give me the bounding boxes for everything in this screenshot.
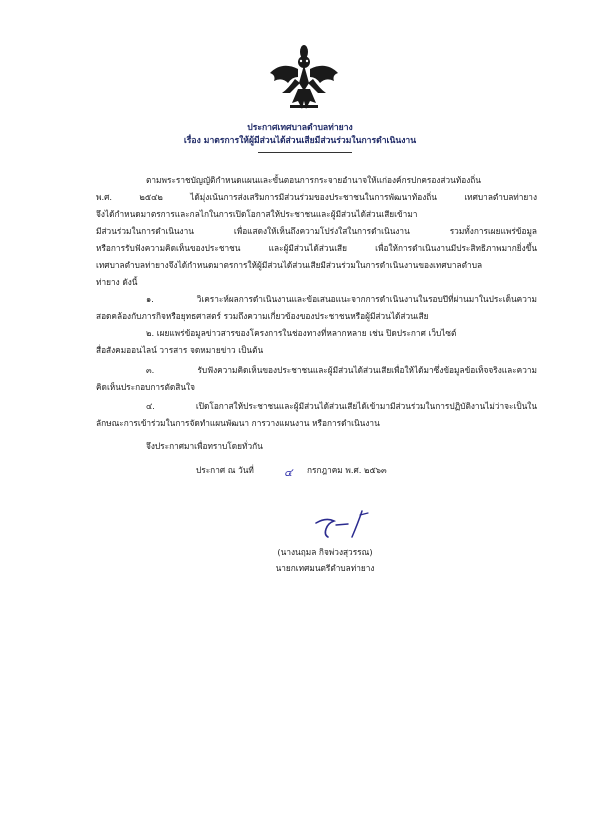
intro-line: มีส่วนร่วมในการดำเนินงาน เพื่อแสดงให้เห็นถึงความโปร่งใสในการดำเนินงาน รวมทั้งการเผยแพร่ข้อมูล [96,226,537,236]
intro-line: หรือการรับฟังความคิดเห็นของประชาชน และผู้มีส่วนได้ส่วนเสีย เพื่อให้การดำเนินงานมีประสิทธิภาพมากยิ่งขึ้น [96,243,537,253]
announcement-title: ประกาศเทศบาลตำบลท่ายาง [247,123,353,133]
intro-line: พ.ศ. ๒๕๔๒ ได้มุ่งเน้นการส่งเสริมการมีส่วนร่วมของประชาชนในการพัฒนาท้องถิ่น เทศบาลตำบลท่ายาง [96,192,537,202]
announce-month-year: กรกฎาคม พ.ศ. ๒๕๖๓ [307,465,387,475]
signatory-position: นายกเทศมนตรีตำบลท่ายาง [275,563,375,573]
measure-2-cont: สื่อสังคมออนไลน์ วารสาร จดหมายข่าว เป็นต้น [96,345,264,355]
intro-line: เทศบาลตำบลท่ายางจึงได้กำหนดมาตรการให้ผู้มีส่วนได้ส่วนเสียมีส่วนร่วมในการดำเนินงานของเทศบาลตำบล [96,260,483,270]
intro-line: ตามพระราชบัญญัติกำหนดแผนและขั้นตอนการกระจายอำนาจให้แก่องค์กรปกครองส่วนท้องถิ่น [146,175,481,185]
measure-4: ๔. เปิดโอกาสให้ประชาชนและผู้มีส่วนได้ส่วนเสียได้เข้ามามีส่วนร่วมในการปฏิบัติงานไม่ว่าจะเป็นใน [146,401,537,411]
handwritten-day: ๔ [284,466,293,479]
announce-date-prefix: ประกาศ ณ วันที่ [196,465,254,475]
garuda-emblem-icon [268,43,340,113]
closing-text: จึงประกาศมาเพื่อทราบโดยทั่วกัน [146,441,263,451]
signature-icon [312,509,378,541]
measure-1: ๑. วิเคราะห์ผลการดำเนินงานและข้อเสนอแนะจากการดำเนินงานในรอบปีที่ผ่านมาในประเด็นความ [146,294,537,304]
measure-1-cont: สอดคล้องกับภารกิจหรือยุทธศาสตร์ รวมถึงความเกี่ยวข้องของประชาชนหรือผู้มีส่วนได้ส่วนเสีย [96,311,429,321]
measure-3-cont: คิดเห็นประกอบการตัดสินใจ [96,382,195,392]
title-divider [258,152,352,153]
measure-3: ๓. รับฟังความคิดเห็นของประชาชนและผู้มีส่วนได้ส่วนเสียเพื่อให้ได้มาซึ่งข้อมูลข้อเท็จจริงและความ [146,365,537,375]
signatory-name: (นางนฤมล กิจพ่วงสุวรรณ) [277,547,373,557]
intro-line: จึงได้กำหนดมาตรการและกลไกในการเปิดโอกาสให้ประชาชนและผู้มีส่วนได้ส่วนเสียเข้ามา [96,209,418,219]
measure-2: ๒. เผยแพร่ข้อมูลข่าวสารของโครงการในช่องทางที่หลากหลาย เช่น ปิดประกาศ เว็บไซต์ [146,328,457,338]
announcement-subject: เรื่อง มาตรการให้ผู้มีส่วนได้ส่วนเสียมีส่วนร่วมในการดำเนินงาน [183,136,417,146]
intro-line: ท่ายาง ดังนี้ [96,277,138,287]
measure-4-cont: ลักษณะการเข้าร่วมในการจัดทำแผนพัฒนา การวางแผนงาน หรือการดำเนินงาน [96,418,380,428]
